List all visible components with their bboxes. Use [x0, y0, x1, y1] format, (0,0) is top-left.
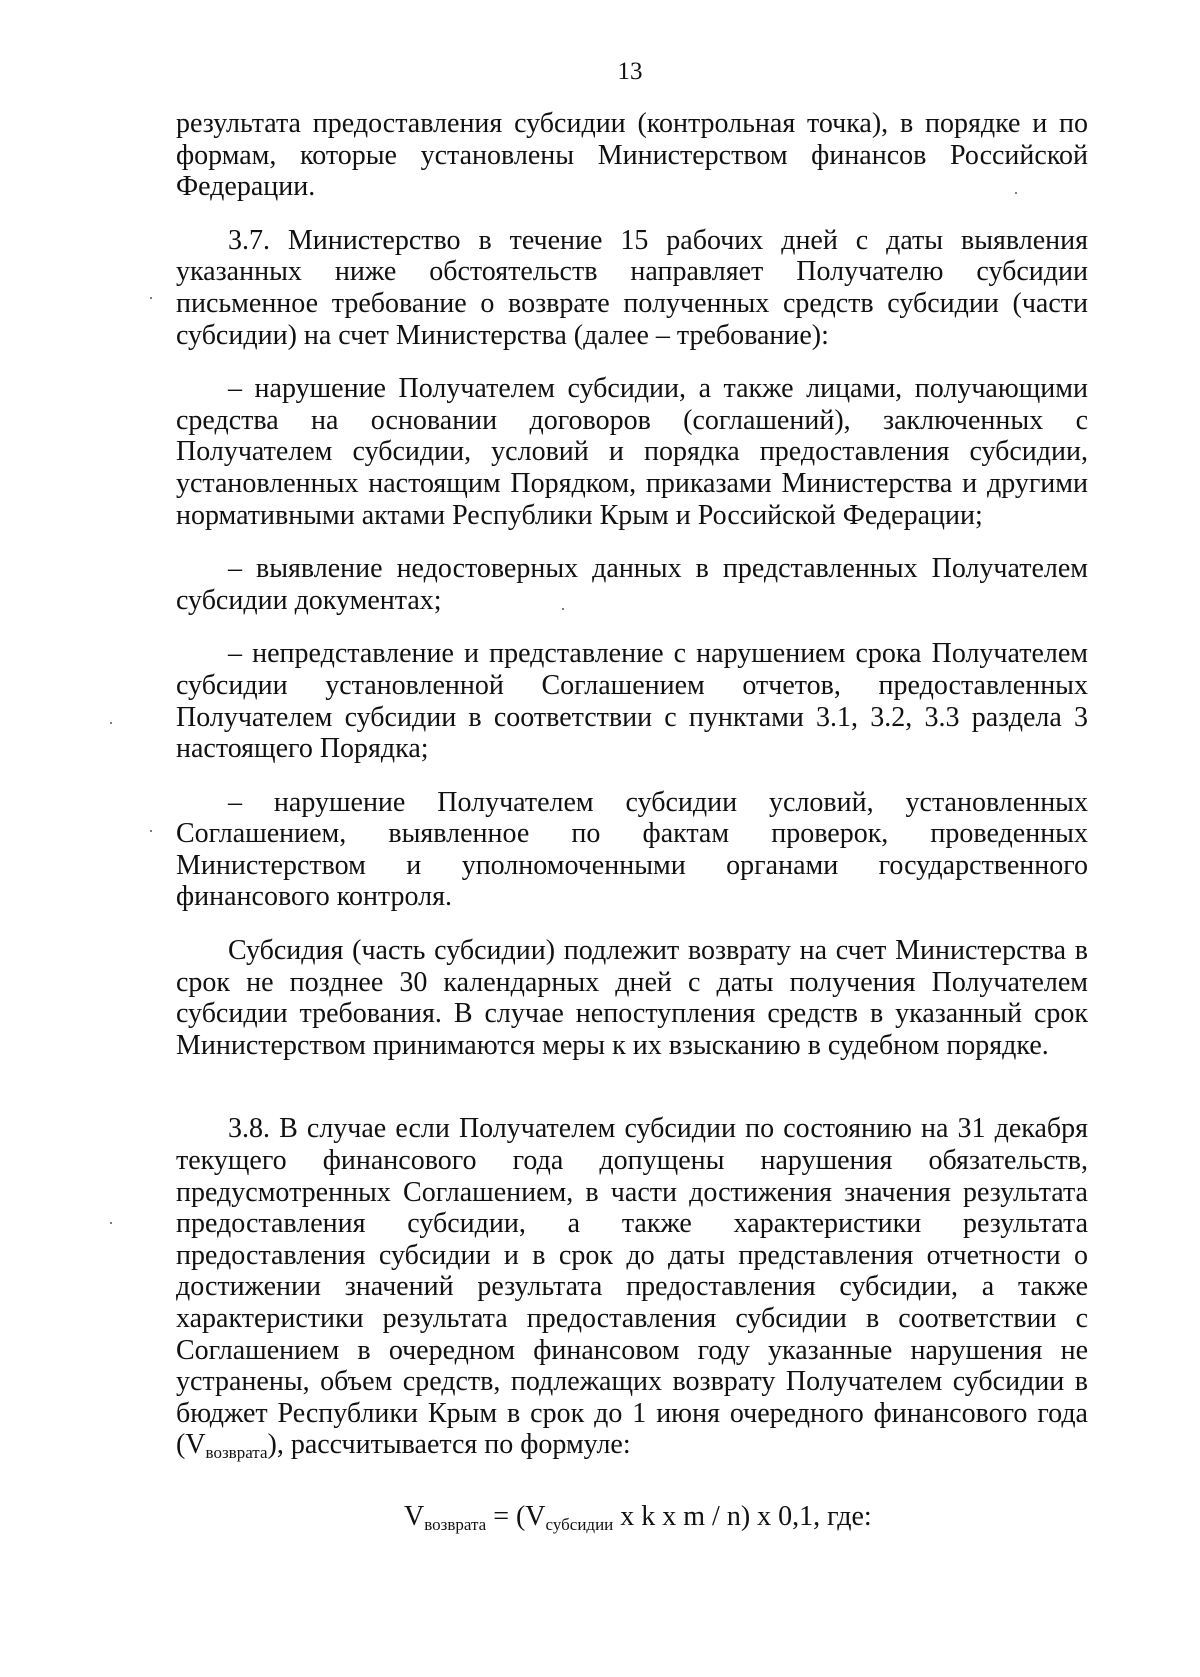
list-item-unreliable-data: – выявление недостоверных данных в представленных Получателем субсидии документах; — [176, 553, 1088, 616]
paragraph-3-7: 3.7. Министерство в течение 15 рабочих дней с даты выявления указанных ниже обстоятельств направляет Получателю субсидии письменное требование о возврате полученных средств субсидии (части субсидии) на счет Министерства (далее – требование): — [176, 224, 1088, 351]
list-item-violation-by-inspections: – нарушение Получателем субсидии условий, установленных Соглашением, выявленное по фактам проверок, проведенных Министерством и уполномоченными органами государственного финансового контроля. — [176, 786, 1088, 913]
list-item-reports-not-submitted: – непредставление и представление с нарушением срока Получателем субсидии установленной Соглашением отчетов, предоставленных Получателем субсидии в соответствии с пунктами 3.1, 3.2, 3.3 раздела 3 настоящего Порядка; — [176, 638, 1088, 765]
scan-speck — [110, 722, 112, 724]
document-body — [176, 108, 1088, 1533]
paragraph-subsidy-return: Субсидия (часть субсидии) подлежит возврату на счет Министерства в срок не позднее 30 календарных дней с даты получения Получателем субсидии требования. В случае непоступления средств в указанный срок Министерством принимаются меры к их взысканию в судебном порядке. — [176, 935, 1088, 1061]
formula-rest: x k x m / n) x 0,1, где: — [613, 1500, 872, 1532]
formula-v: V — [404, 1500, 425, 1532]
paragraph-3-8-text: 3.8. В случае если Получателем субсидии по состоянию на 31 декабря текущего финансового года допущены нарушения обязательств, предусмотренных Соглашением, в части достижения значения результата предоставления субсидии, а также характеристики результата предоставления субсидии и в срок до даты представления отчетности о достижении значений результата предоставления субсидии, а также характеристики результата предоставления субсидии в соответствии с Соглашением в очередном финансовом году указанные нарушения не устранены, объем средств, подлежащих возврату Получателем субсидии в бюджет Республики Крым в срок до 1 июня очередного финансового года — [176, 1113, 1088, 1429]
list-item-violation-conditions: – нарушение Получателем субсидии, а также лицами, получающими средства на основании договоров (соглашений), заключенных с Получателем субсидии, условий и порядка предоставления субсидии, установленных настоящим Порядком, приказами Министерства и другими нормативными актами Республики Крым и Российской Федерации; — [176, 373, 1088, 531]
paragraph-continuation: результата предоставления субсидии (контрольная точка), в порядке и по формам, которые установлены Министерством финансов Российской Федерации. — [176, 108, 1088, 203]
formula-equals: = (V — [486, 1500, 546, 1532]
formula-v-subsidy-subscript: субсидии — [545, 1514, 614, 1534]
formula — [176, 1501, 1088, 1533]
scan-speck — [150, 297, 152, 299]
scan-speck — [150, 830, 152, 832]
scan-speck — [562, 608, 564, 610]
v-return-open: (V — [176, 1429, 206, 1461]
paragraph-3-8 — [176, 1113, 1088, 1461]
scan-speck — [1015, 192, 1017, 194]
scan-speck — [110, 1222, 112, 1224]
page-number: 13 — [617, 58, 643, 85]
v-return-subscript: возврата — [205, 1443, 268, 1463]
paragraph-3-8-tail: ), рассчитывается по формуле: — [267, 1429, 631, 1461]
formula-v-return-subscript: возврата — [424, 1514, 487, 1534]
